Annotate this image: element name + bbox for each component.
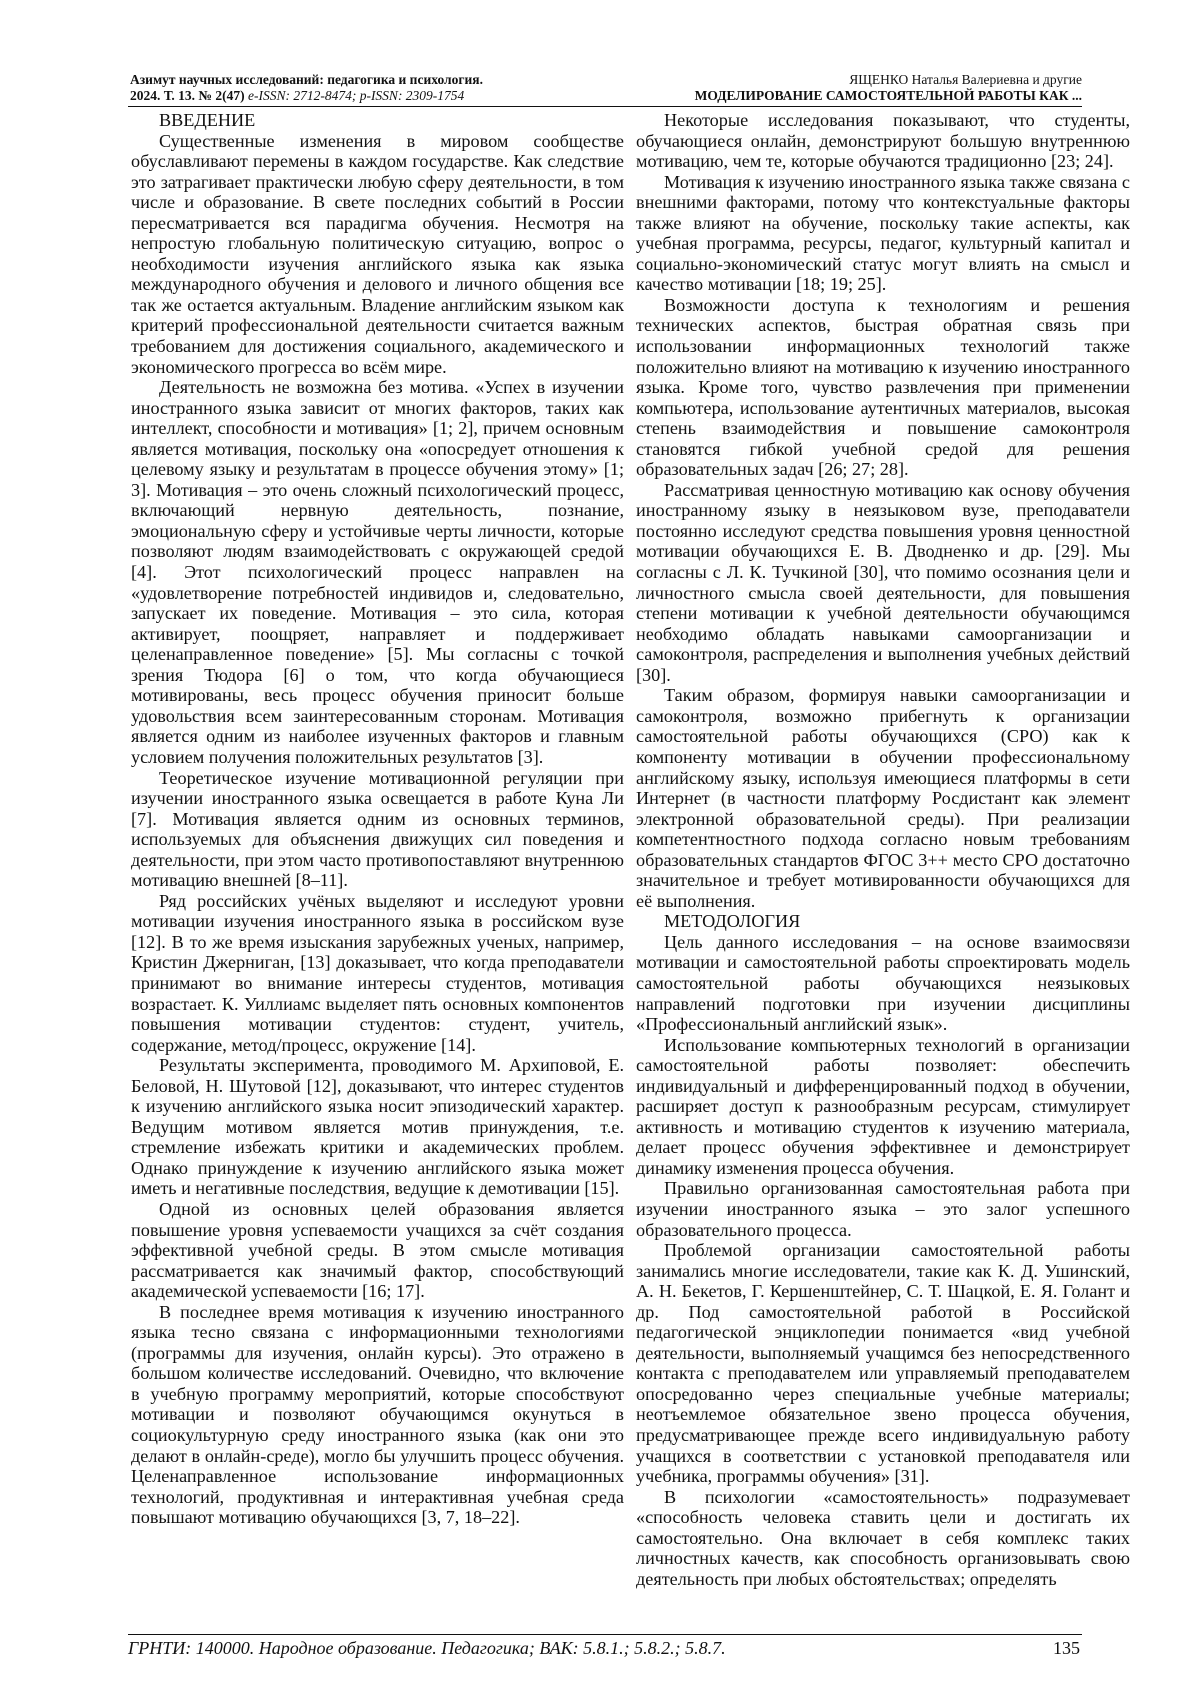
left-column	[131, 110, 624, 1528]
paragraph: Цель данного исследования – на основе взаимосвязи мотивации и самостоятельной работы спроектировать модель самостоятельной работы обучающихся неязыковых направлений подготовки при изучении дисциплины «Профессиональный английский язык».	[636, 931, 1130, 1035]
section-heading-methodology: МЕТОДОЛОГИЯ	[664, 911, 801, 932]
paragraph: Рассматривая ценностную мотивацию как основу обучения иностранному языку в неязыковом вузе, преподаватели постоянно исследуют средства повышения уровня ценностной мотивации обучающихся Е. В. Дводненко и др. [29]. Мы согласны с Л. К. Тучкиной [30], что помимо осознания цели и личностного смысла своей деятельности, для повышения степени мотивации к учебной деятельности обучающимся необходимо обладать навыками самоорганизации и самоконтроля, распределения и выполнения учебных действий [30].	[636, 479, 1130, 685]
paragraph: Таким образом, формируя навыки самоорганизации и самоконтроля, возможно прибегнуть к организации самостоятельной работы обучающихся (СРО) как к компоненту мотивации в обучении профессиональному английскому языку, используя имеющиеся платформы в сети Интернет (в частности платформу Росдистант как элемент электронной образовательной среды). При реализации компетентностного подхода согласно новым требованиям образовательных стандартов ФГОС 3++ место СРО достаточно значительное и требует мотивированности обучающихся для её выполнения.	[636, 685, 1130, 911]
paragraph: Проблемой организации самостоятельной работы занимались многие исследователи, такие как К. Д. Ушинский, А. Н. Бекетов, Г. Кершенштейнер, С. Т. Шацкой, Е. Я. Голант и др. Под самостоятельной работой в Российской педагогической энциклопедии понимается «вид учебной деятельности, выполняемый учащимся без непосредственного контакта с преподавателем или управляемый преподавателем опосредованно через специальные учебные материалы; неотъемлемое обязательное звено процесса обучения, предусматривающее прежде всего индивидуальную работу учащихся в соответствии с установкой преподавателя или учебника, программы обучения» [31].	[636, 1240, 1130, 1487]
paragraph: Теоретическое изучение мотивационной регуляции при изучении иностранного языка освещается в работе Куна Ли [7]. Мотивация является одним из основных терминов, используемых для объяснения движущих сил поведения и деятельности, при этом часто противопоставляют внутреннюю мотивацию внешней [8–11].	[131, 767, 624, 891]
section-heading-introduction: ВВЕДЕНИЕ	[159, 110, 256, 130]
paragraph: В психологии «самостоятельность» подразумевает «способность человека ставить цели и достигать их самостоятельно. Она включает в себя комплекс таких личностных качеств, как способность организовывать свою деятельность при любых обстоятельствах; определять	[636, 1486, 1130, 1589]
journal-issn: e-ISSN: 2712-8474; p-ISSN: 2309-1754	[247, 88, 465, 103]
paragraph: Одной из основных целей образования является повышение уровня успеваемости учащихся за счёт создания эффективной учебной среды. В этом смысле мотивация рассматривается как значимый фактор, способствующий академической успеваемости [16; 17].	[131, 1198, 624, 1302]
paragraph: В последнее время мотивация к изучению иностранного языка тесно связана с информационными технологиями (программы для изучения, онлайн курсы). Это отражено в большом количестве исследований. Очевидно, что включение в учебную программу мероприятий, которые способствуют мотивации и позволяют обучающимся окунуться в социокультурную среду иностранного языка (как они это делают в онлайн-среде), могло бы улучшить процесс обучения. Целенаправленное использование информационных технологий, продуктивная и интерактивная учебная среда повышают мотивацию обучающихся [3, 7, 18–22].	[131, 1301, 624, 1528]
paragraph: Существенные изменения в мировом сообществе обуславливают перемены в каждом государстве. Как следствие это затрагивает практически любую сферу деятельности, в том числе и образование. В свете последних событий в России пересматривается вся парадигма обучения. Несмотря на непростую глобальную политическую ситуацию, вопрос о необходимости изучения английского языка как языка международного обучения и делового и личного общения все так же остается актуальным. Владение английским языком как критерий профессиональной деятельности считается важным требованием для достижения социального, академического и экономического прогресса во всём мире.	[131, 130, 624, 377]
article-header	[562, 72, 1082, 104]
footer-divider	[128, 1634, 1082, 1635]
paragraph: Деятельность не возможна без мотива. «Успех в изучении иностранного языка зависит от многих факторов, таких как интеллект, способности и мотивация» [1; 2], причем основным является мотивация, поскольку она «опосредует отношения к целевому языку и результатам в процессе обучения этому» [1; 3]. Мотивация – это очень сложный психологический процесс, включающий нервную деятельность, познание, эмоциональную сферу и устойчивые черты личности, которые позволяют людям взаимодействовать с окружающей средой [4]. Этот психологический процесс направлен на «удовлетворение потребностей индивидов и, следовательно, запускает их поведение. Мотивация – это сила, которая активирует, поощряет, направляет и поддерживает целенаправленное поведение» [5]. Мы согласны с точкой зрения Тюдора [6] о том, что когда обучающиеся мотивированы, весь процесс обучения приносит больше удовольствия всем заинтересованным сторонам. Мотивация является одним из наиболее изученных факторов и главным условием получения положительных результатов [3].	[131, 377, 624, 767]
paragraph: Использование компьютерных технологий в организации самостоятельной работы позволяет: обеспечить индивидуальный и дифференцированный подход в обучении, расширяет доступ к разнообразным ресурсам, стимулирует активность и мотивацию студентов к изучению материала, делает процесс обучения эффективнее и демонстрирует динамику изменения процесса обучения.	[636, 1034, 1130, 1178]
classification-codes: ГРНТИ: 140000. Народное образование. Педагогика; ВАК: 5.8.1.; 5.8.2.; 5.8.7.	[128, 1638, 726, 1658]
paragraph: Ряд российских учёных выделяют и исследуют уровни мотивации изучения иностранного языка в российском вузе [12]. В то же время изыскания зарубежных ученых, например, Кристин Джерниган, [13] доказывает, что когда преподаватели принимают во внимание интересы студентов, мотивация возрастает. К. Уиллиамс выделяет пять основных компонентов повышения мотивации студентов: студент, учитель, содержание, метод/процесс, окружение [14].	[131, 890, 624, 1055]
journal-name: Азимут научных исследований: педагогика и психология.	[130, 72, 483, 87]
article-title: МОДЕЛИРОВАНИЕ САМОСТОЯТЕЛЬНОЙ РАБОТЫ КАК ...	[694, 88, 1082, 103]
page-footer	[128, 1637, 1082, 1659]
header-divider	[128, 106, 1082, 107]
article-authors: ЯЩЕНКО Наталья Валериевна и другие	[849, 72, 1082, 87]
paragraph: Возможности доступа к технологиям и решения технических аспектов, быстрая обратная связь при использовании информационных технологий также положительно влияют на мотивацию к изучению иностранного языка. Кроме того, чувство развлечения при применении компьютера, использование аутентичных материалов, высокая степень взаимодействия и повышение самоконтроля становятся гибкой учебной средой для решения образовательных задач [26; 27; 28].	[636, 294, 1130, 480]
paragraph: Правильно организованная самостоятельная работа при изучении иностранного языка – это залог успешного образовательного процесса.	[636, 1178, 1130, 1240]
paragraph: Результаты эксперимента, проводимого М. Архиповой, Е. Беловой, Н. Шутовой [12], доказывают, что интерес студентов к изучению английского языка носит эпизодический характер. Ведущим мотивом является мотив принуждения, т.е. стремление избежать критики и академических проблем. Однако принуждение к изучению английского языка может иметь и негативные последствия, ведущие к демотивации [15].	[131, 1055, 624, 1199]
journal-volume: 2024. Т. 13. № 2(47)	[130, 88, 245, 103]
right-column	[636, 110, 1130, 1589]
paragraph: Некоторые исследования показывают, что студенты, обучающиеся онлайн, демонстрируют большую внутреннюю мотивацию, чем те, которые обучаются традиционно [23; 24].	[636, 110, 1130, 172]
page-number: 135	[1053, 1638, 1080, 1658]
paragraph: Мотивация к изучению иностранного языка также связана с внешними факторами, потому что контекстуальные факторы также влияют на обучение, поскольку такие аспекты, как учебная программа, ресурсы, педагог, культурный капитал и социально-экономический статус могут влиять на смысл и качество мотивации [18; 19; 25].	[636, 171, 1130, 295]
